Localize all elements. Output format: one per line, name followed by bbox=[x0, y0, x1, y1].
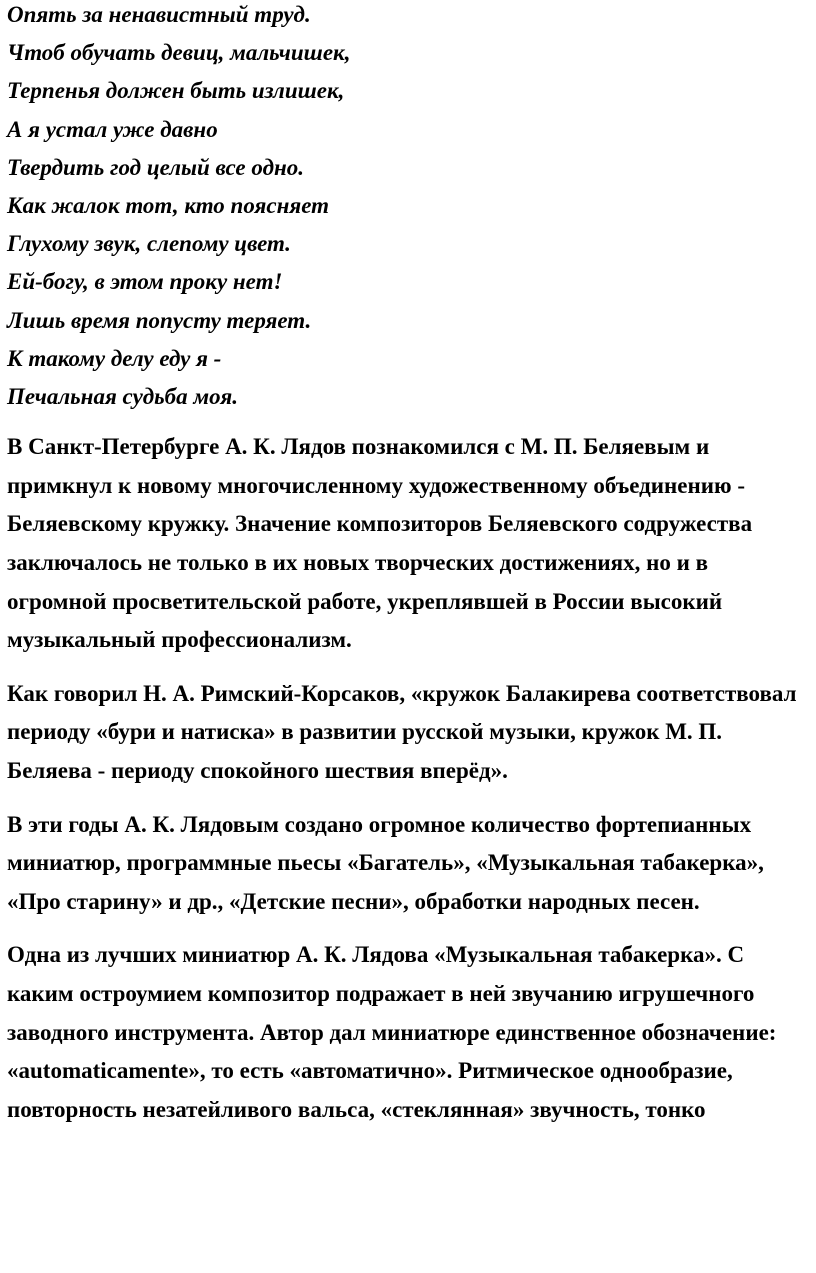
poem-excerpt bbox=[7, 0, 812, 416]
poem-line: Ей-богу, в этом проку нет! bbox=[7, 269, 283, 295]
paragraph-piano-miniatures: В эти годы А. К. Лядовым создано огромное количество фортепианных миниатюр, программные пьесы «Багатель», «Музыкальная табакерка», «Про старину» и др., «Детские песни», обработки народных песен. bbox=[7, 811, 764, 914]
poem-line: Опять за ненавистный труд. bbox=[7, 2, 311, 27]
poem-line: Чтоб обучать девиц, мальчишек, bbox=[7, 40, 351, 66]
poem-line: К такому делу еду я - bbox=[7, 345, 222, 371]
paragraph-belyaev-circle: В Санкт-Петербурге А. К. Лядов познакомился с М. П. Беляевым и примкнул к новому многочисленному художественному объединению - Беляевскому кружку. Значение композиторов Беляевского содружества заключалось не только в их новых творческих достижениях, но и в огромной просветительской работе, укреплявшей в России высокий музыкальный профессионализм. bbox=[7, 434, 753, 653]
poem-line: Твердить год целый все одно. bbox=[7, 154, 305, 180]
poem-line: Лишь время попусту теряет. bbox=[7, 307, 312, 333]
poem-line: Терпенья должен быть излишек, bbox=[7, 78, 345, 104]
poem-line: Глухому звук, слепому цвет. bbox=[7, 231, 291, 257]
document-page bbox=[7, 0, 812, 1129]
poem-line: Как жалок тот, кто поясняет bbox=[7, 193, 330, 219]
poem-line: А я устал уже давно bbox=[7, 116, 218, 142]
paragraph-music-box: Одна из лучших миниатюр А. К. Лядова «Музыкальная табакерка». С каким остроумием композитор подражает в ней звучанию игрушечного заводного инструмента. Автор дал миниатюре единственное обозначение: «automaticamente», то есть «автоматично». Ритмическое однообразие, повторность незатейливого вальса, «стеклянная» звучность, тонко bbox=[7, 942, 777, 1122]
paragraph-rimsky-korsakov-quote: Как говорил Н. А. Римский-Корсаков, «кружок Балакирева соответствовал периоду «бури и натиска» в развитии русской музыки, кружок М. П. Беляева - периоду спокойного шествия вперёд». bbox=[7, 680, 797, 783]
poem-line: Печальная судьба моя. bbox=[7, 384, 238, 410]
